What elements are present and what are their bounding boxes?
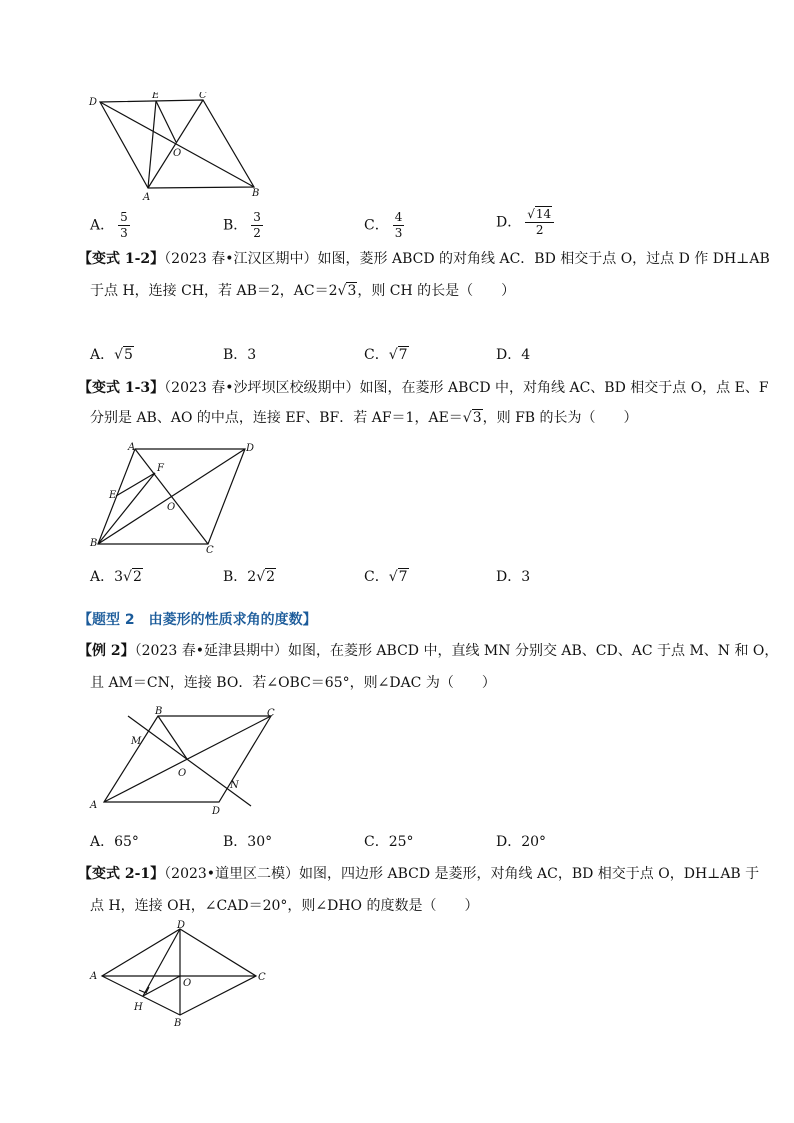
fraction-sqrt14-2: $\frac{√14}{2}$ [525,207,554,238]
figure-rhombus-3 [88,704,288,822]
choice-b-letter: B． [223,217,248,234]
choice-a[interactable]: A．65° [90,834,139,850]
choice-a[interactable]: A．3√2 [90,569,142,585]
choice-c[interactable]: C．√7 [364,569,408,585]
figure-rhombus-4 [88,920,278,1028]
label-A: A [128,442,136,453]
question-tag: 【例 2】 [78,643,135,659]
question-2-1-line2: 点 H，连接 OH，∠CAD＝20°，则∠DHO 的度数是（ ） [90,898,479,914]
label-N: N [230,780,239,791]
segment-bo [158,716,187,759]
choice-a[interactable]: A．√5 [90,347,133,363]
label-E: E [152,92,160,101]
choice-d-letter: D． [496,214,522,231]
fraction-3-2: $\frac{3}{2}$ [253,210,261,240]
choice-b[interactable]: B．2√2 [223,569,276,585]
question-1-3-line1: 【变式 1-3】（2023 春•沙坪坝区校级期中）如图，在菱形 ABCD 中，对角线 AC、BD 相交于点 O，点 E、F [78,380,769,396]
choice-c[interactable]: C．25° [364,834,414,850]
choice-c-letter: C． [364,217,389,234]
choice-d[interactable] [496,207,554,238]
figure-rhombus-1 [86,92,266,204]
fraction-4-3: $\frac{4}{3}$ [394,210,403,240]
segment-ef [116,473,155,496]
question-tag: 【变式 2-1】 [78,866,165,882]
choice-a[interactable] [90,210,130,241]
segment-ea [148,101,156,188]
choice-d[interactable]: D．4 [496,347,531,363]
question-1-2-line1: 【变式 1-2】（2023 春•江汉区期中）如图，菱形 ABCD 的对角线 AC．BD 相交于点 O，过点 D 作 DH⊥AB [78,251,770,267]
label-O: O [173,148,182,159]
label-A: A [143,192,151,203]
choice-b[interactable] [223,210,263,241]
label-O: O [183,978,192,989]
label-C: C [206,545,214,555]
choice-d[interactable]: D．3 [496,569,531,585]
label-D: D [177,920,186,931]
example-2-line1: 【例 2】（2023 春•延津县期中）如图，在菱形 ABCD 中，直线 MN 分别交 AB、CD、AC 于点 M、N 和 O， [78,643,779,659]
label-H: H [134,1002,143,1013]
choice-b[interactable]: B．3 [223,347,257,363]
label-B: B [252,188,260,199]
diagonal-ca [148,100,203,188]
label-E: E [109,490,117,501]
label-C: C [258,972,266,983]
line-mn [128,716,251,806]
label-A: A [90,971,98,982]
question-1-2-line2: 于点 H，连接 CH，若 AB＝2，AC＝2√3，则 CH 的长是（ ） [90,283,516,299]
segment-eo [156,101,176,142]
question-tag: 【变式 1-3】 [78,380,165,396]
label-D: D [89,97,98,108]
diagonal-db [98,449,245,544]
choice-a-letter: A． [90,217,115,234]
segment-bf [98,473,155,544]
choice-c[interactable]: C．√7 [364,347,408,363]
label-M: M [131,736,142,747]
label-B: B [155,706,163,717]
label-D: D [246,443,255,454]
label-C: C [199,92,207,101]
label-B: B [174,1018,182,1028]
question-tag: 【变式 1-2】 [78,251,165,267]
choice-d[interactable]: D．20° [496,834,547,850]
choice-b[interactable]: B．30° [223,834,273,850]
label-A: A [90,800,98,811]
figure-rhombus-2 [88,440,268,555]
question-2-1-line1: 【变式 2-1】（2023•道里区二模）如图，四边形 ABCD 是菱形，对角线 AC，BD 相交于点 O，DH⊥AB 于 [78,866,760,882]
question-1-3-line2: 分别是 AB、AO 的中点，连接 EF、BF．若 AF＝1，AE＝√3，则 FB 的长为（ ） [90,410,638,426]
label-O: O [167,502,176,513]
choice-c[interactable] [364,210,404,241]
example-2-line2: 且 AM＝CN，连接 BO．若∠OBC＝65°，则∠DAC 为（ ） [90,675,496,691]
label-O: O [178,768,187,779]
fraction-5-3: $\frac{5}{3}$ [120,210,128,240]
label-B: B [90,538,98,549]
section-heading: 【题型 2 由菱形的性质求角的度数】 [78,612,317,628]
label-F: F [157,463,164,474]
label-D: D [212,806,221,817]
rhombus-outline [102,929,256,1015]
label-C: C [267,708,275,719]
